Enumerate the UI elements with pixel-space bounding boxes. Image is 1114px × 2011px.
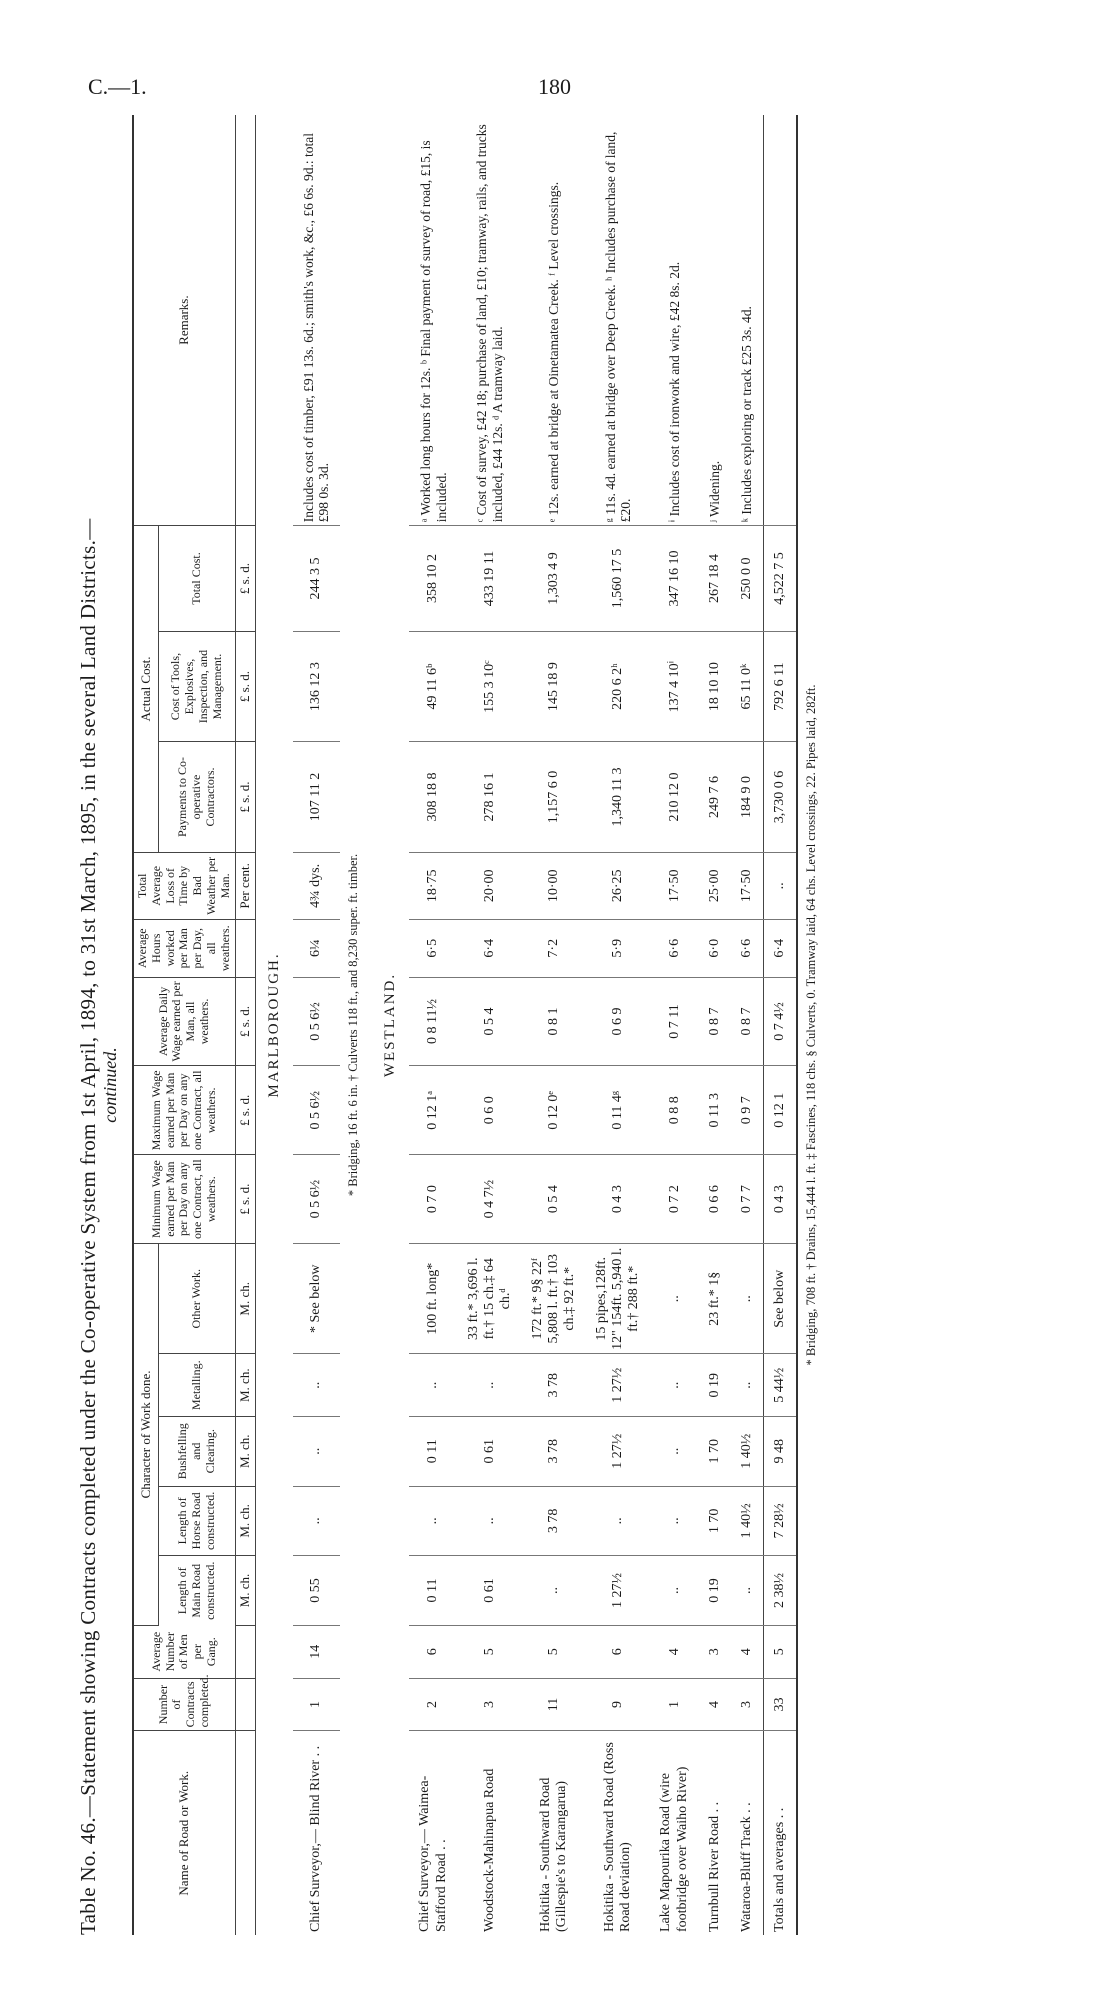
cell-contracts: 33 [763, 1678, 797, 1731]
cell-horse-road: 7 28½ [763, 1486, 797, 1556]
col-contracts: Number of Contracts completed. [133, 1678, 235, 1731]
col-other-work: Other Work. [159, 1244, 235, 1354]
cell-time-loss: .. [763, 852, 797, 919]
cell-total-cost: 1,560 17 5 [586, 526, 650, 632]
cell-time-loss: 17·50 [650, 852, 698, 919]
cell-max-wage: 0 11 3 [699, 1066, 731, 1155]
cell-bushfelling: 3 78 [522, 1416, 586, 1486]
table-row [699, 115, 731, 1935]
cell-horse-road: 3 78 [522, 1486, 586, 1556]
cell-total-cost: 4,522 7 5 [763, 526, 797, 632]
cell-bushfelling: .. [650, 1416, 698, 1486]
col-time-loss: Total Average Loss of Time by Bad Weather per Man. [133, 852, 235, 919]
unit-mch: M. ch. [235, 1244, 255, 1354]
cell-main-road: 1 27½ [586, 1556, 650, 1626]
cell-tools: 220 6 2ʰ [586, 631, 650, 741]
col-character: Character of Work done. [133, 1244, 159, 1626]
col-payments: Payments to Co-operative Contractors. [159, 742, 235, 852]
cell-time-loss: 25·00 [699, 852, 731, 919]
cell-bushfelling: 9 48 [763, 1416, 797, 1486]
cell-avg-men: 5 [763, 1625, 797, 1678]
cell-contracts: 4 [699, 1678, 731, 1731]
cell-avg-hours: 6·6 [650, 919, 698, 977]
col-total-cost: Total Cost. [159, 526, 235, 632]
cell-name: Chief Surveyor,— Waimea-Stafford Road . . [417, 1775, 449, 1932]
cell-main-road: 0 19 [699, 1556, 731, 1626]
unit-lsd: £ s. d. [235, 1066, 255, 1155]
unit-mch: M. ch. [235, 1416, 255, 1486]
cell-remarks [763, 115, 797, 526]
cell-payments: 184 9 0 [731, 742, 764, 852]
cell-payments: 3,730 0 6 [763, 742, 797, 852]
section-heading: MARLBOROUGH. [265, 952, 282, 1098]
table-row [731, 115, 764, 1935]
section-footnote: * Bridging, 16 ft. 6 in. † Culverts 118 ft., and 8,230 super. ft. timber. [345, 853, 360, 1197]
cell-other-work: .. [650, 1244, 698, 1354]
cell-min-wage: 0 4 3 [586, 1155, 650, 1244]
cell-horse-road: 1 70 [699, 1486, 731, 1556]
cell-avg-men: 3 [699, 1625, 731, 1678]
cell-metalling: 1 27½ [586, 1354, 650, 1416]
cell-payments: 1,340 11 3 [586, 742, 650, 852]
cell-avg-men: 4 [650, 1625, 698, 1678]
cell-avg-wage: 0 5 6½ [293, 977, 340, 1066]
cell-total-cost: 433 19 11 [458, 526, 522, 632]
unit-mch: M. ch. [235, 1556, 255, 1626]
cell-horse-road: 1 40½ [731, 1486, 764, 1556]
cell-horse-road: .. [586, 1486, 650, 1556]
cell-metalling: .. [458, 1354, 522, 1416]
cell-remarks: ᵉ 12s. earned at bridge at Oinetamatea Creek. ᶠ Level crossings. [522, 115, 586, 526]
cell-name: Hokitika - Southward Road (Gillespie's to Karangarua) [537, 1777, 570, 1932]
col-avg-wage: Average Daily Wage earned per Man, all weathers. [133, 977, 235, 1066]
cell-tools: 792 6 11 [763, 631, 797, 741]
cell-total-cost: 267 18 4 [699, 526, 731, 632]
cell-avg-hours: 5·9 [586, 919, 650, 977]
cell-min-wage: 0 6 6 [699, 1155, 731, 1244]
cell-max-wage: 0 8 8 [650, 1066, 698, 1155]
cell-max-wage: 0 12 1 [763, 1066, 797, 1155]
cell-remarks: ᵃ Worked long hours for 12s. ᵇ Final payment of survey of road, £15, is included. [409, 115, 457, 526]
cell-tools: 137 4 10ⁱ [650, 631, 698, 741]
col-name: Name of Road or Work. [133, 1731, 235, 1935]
section-footnote: * Bridging, 708 ft. † Drains, 15,444 l. ft. ‡ Fascines, 118 chs. § Culverts, 0. Tramway laid, 64 chs. Level crossings, 22. Pipes laid, 282ft. [803, 684, 818, 1366]
unit-lsd: £ s. d. [235, 526, 255, 632]
table-row [458, 115, 522, 1935]
cell-name: Hokitika - Southward Road (Ross Road deviation) [602, 1742, 634, 1932]
cell-avg-hours: 6¼ [293, 919, 340, 977]
cell-avg-men: 6 [409, 1625, 457, 1678]
cell-avg-wage: 0 8 7 [731, 977, 764, 1066]
cell-name: Lake Mapourika Road (wire footbridge over Waiho River) [658, 1766, 690, 1932]
table-body [255, 115, 830, 1935]
cell-time-loss: 20·00 [458, 852, 522, 919]
cell-bushfelling: 1 40½ [731, 1416, 764, 1486]
col-avg-hours: Average Hours worked per Man per Day, all weathers. [133, 919, 235, 977]
cell-main-road: 0 11 [409, 1556, 457, 1626]
cell-tools: 145 18 9 [522, 631, 586, 741]
table-title: Table No. 46.—Statement showing Contracts completed under the Co-operative System from 1st April, 1894, to 31st March, 1895, in the several Land Districts.— [76, 518, 100, 1935]
cell-main-road: .. [522, 1556, 586, 1626]
rotated-table-page [76, 115, 1016, 1935]
cell-avg-hours: 7·2 [522, 919, 586, 977]
cell-total-cost: 358 10 2 [409, 526, 457, 632]
cell-contracts: 1 [650, 1678, 698, 1731]
cell-avg-wage: 0 5 4 [458, 977, 522, 1066]
cell-min-wage: 0 5 6½ [293, 1155, 340, 1244]
col-remarks: Remarks. [133, 115, 235, 526]
cell-other-work: 15 pipes,128ft. 12" 154ft. 5,940 l. ft.† 288 ft.* [586, 1244, 650, 1354]
cell-max-wage: 0 6 0 [458, 1066, 522, 1155]
cell-max-wage: 0 9 7 [731, 1066, 764, 1155]
table-row [586, 115, 650, 1935]
cell-metalling: 0 19 [699, 1354, 731, 1416]
cell-avg-men: 14 [293, 1625, 340, 1678]
cell-tools: 155 3 10ᶜ [458, 631, 522, 741]
cell-avg-men: 5 [458, 1625, 522, 1678]
table-row [522, 115, 586, 1935]
cell-main-road: 0 55 [293, 1556, 340, 1626]
cell-max-wage: 0 11 4ᵍ [586, 1066, 650, 1155]
cell-payments: 210 12 0 [650, 742, 698, 852]
cell-contracts: 1 [293, 1678, 340, 1731]
cell-tools: 65 11 0ᵏ [731, 631, 764, 741]
cell-remarks: ʲ Widening. [699, 115, 731, 526]
cell-min-wage: 0 7 2 [650, 1155, 698, 1244]
cell-contracts: 9 [586, 1678, 650, 1731]
unit-lsd: £ s. d. [235, 977, 255, 1066]
unit-lsd: £ s. d. [235, 742, 255, 852]
cell-remarks: ᶜ Cost of survey, £42 18; purchase of land, £10; tramway, rails, and trucks included, £44 12s. ᵈ A tramway laid. [458, 115, 522, 526]
cell-avg-wage: 0 7 4½ [763, 977, 797, 1066]
cell-tools: 18 10 10 [699, 631, 731, 741]
cell-min-wage: 0 4 7½ [458, 1155, 522, 1244]
cell-payments: 249 7 6 [699, 742, 731, 852]
cell-avg-men: 6 [586, 1625, 650, 1678]
cell-avg-men: 5 [522, 1625, 586, 1678]
table-subtitle: continued. [100, 1047, 120, 1123]
cell-metalling: 3 78 [522, 1354, 586, 1416]
unit-percent: Per cent. [235, 852, 255, 919]
cell-total-cost: 1,303 4 9 [522, 526, 586, 632]
col-metalling: Metalling. [159, 1354, 235, 1416]
cell-avg-men: 4 [731, 1625, 764, 1678]
col-min-wage: Minimum Wage earned per Man per Day on any one Contract, all weathers. [133, 1155, 235, 1244]
cell-payments: 308 18 8 [409, 742, 457, 852]
cell-contracts: 3 [731, 1678, 764, 1731]
col-horse-road: Length of Horse Road constructed. [159, 1486, 235, 1556]
cell-min-wage: 0 5 4 [522, 1155, 586, 1244]
cell-total-cost: 347 16 10 [650, 526, 698, 632]
cell-name: Wataroa-Bluff Track . . [738, 1802, 754, 1932]
cell-payments: 278 16 1 [458, 742, 522, 852]
cell-contracts: 2 [409, 1678, 457, 1731]
cell-min-wage: 0 7 7 [731, 1155, 764, 1244]
cell-horse-road: .. [293, 1486, 340, 1556]
cell-bushfelling: 1 27½ [586, 1416, 650, 1486]
cell-other-work: 33 ft.* 3,696 l. ft.† 15 ch.‡ 64 ch.ᵈ [458, 1244, 522, 1354]
cell-avg-wage: 0 7 11 [650, 977, 698, 1066]
cell-time-loss: 17·50 [731, 852, 764, 919]
cell-metalling: .. [650, 1354, 698, 1416]
cell-metalling: 5 44½ [763, 1354, 797, 1416]
cell-name: Turnbull River Road . . [706, 1801, 722, 1932]
cell-time-loss: 26·25 [586, 852, 650, 919]
cell-avg-hours: 6·5 [409, 919, 457, 977]
cell-time-loss: 4¾ dys. [293, 852, 340, 919]
cell-tools: 136 12 3 [293, 631, 340, 741]
cell-main-road: 2 38½ [763, 1556, 797, 1626]
cell-metalling: .. [293, 1354, 340, 1416]
cell-avg-hours: 6·6 [731, 919, 764, 977]
cell-name: Totals and averages . . [763, 1731, 797, 1935]
cell-avg-wage: 0 8 7 [699, 977, 731, 1066]
col-bushfelling: Bushfelling and Clearing. [159, 1416, 235, 1486]
col-actual-cost: Actual Cost. [133, 526, 159, 853]
page-header-left: C.—1. [88, 74, 147, 99]
cell-remarks: ᵍ 11s. 4d. earned at bridge over Deep Creek. ʰ Includes purchase of land, £20. [586, 115, 650, 526]
table-row [650, 115, 698, 1935]
cell-min-wage: 0 7 0 [409, 1155, 457, 1244]
unit-mch: M. ch. [235, 1486, 255, 1556]
cell-total-cost: 250 0 0 [731, 526, 764, 632]
cell-main-road: .. [731, 1556, 764, 1626]
contracts-table [132, 115, 830, 1935]
cell-other-work: 100 ft. long* [409, 1244, 457, 1354]
cell-tools: 49 11 6ᵇ [409, 631, 457, 741]
cell-remarks: ᵏ Includes exploring or track £25 3s. 4d. [731, 115, 764, 526]
cell-bushfelling: .. [293, 1416, 340, 1486]
cell-main-road: 0 61 [458, 1556, 522, 1626]
cell-bushfelling: 1 70 [699, 1416, 731, 1486]
cell-avg-wage: 0 8 1 [522, 977, 586, 1066]
cell-remarks: ⁱ Includes cost of ironwork and wire, £42 8s. 2d. [650, 115, 698, 526]
unit-mch: M. ch. [235, 1354, 255, 1416]
cell-main-road: .. [650, 1556, 698, 1626]
cell-bushfelling: 0 61 [458, 1416, 522, 1486]
cell-max-wage: 0 5 6½ [293, 1066, 340, 1155]
col-max-wage: Maximum Wage earned per Man per Day on any one Contract, all weathers. [133, 1066, 235, 1155]
cell-horse-road: .. [409, 1486, 457, 1556]
cell-remarks: Includes cost of timber, £91 13s. 6d.; smith's work, &c., £6 6s. 9d.: total £98 0s. 3d. [293, 115, 340, 526]
cell-name: Woodstock-Mahinapua Road [481, 1768, 497, 1932]
section-heading: WESTLAND. [382, 972, 399, 1078]
unit-lsd: £ s. d. [235, 631, 255, 741]
cell-other-work: .. [731, 1244, 764, 1354]
col-avg-men: Average Number of Men per Gang. [133, 1625, 235, 1678]
cell-time-loss: 18·75 [409, 852, 457, 919]
cell-metalling: .. [409, 1354, 457, 1416]
cell-avg-wage: 0 6 9 [586, 977, 650, 1066]
cell-avg-wage: 0 8 11½ [409, 977, 457, 1066]
cell-metalling: .. [731, 1354, 764, 1416]
totals-row [763, 115, 797, 1935]
col-tools: Cost of Tools, Explosives, Inspection, and Management. [159, 631, 235, 741]
cell-other-work: 23 ft.* 1§ [699, 1244, 731, 1354]
cell-time-loss: 10·00 [522, 852, 586, 919]
cell-total-cost: 244 3 5 [293, 526, 340, 632]
cell-horse-road: .. [650, 1486, 698, 1556]
cell-contracts: 11 [522, 1678, 586, 1731]
cell-max-wage: 0 12 1ᵃ [409, 1066, 457, 1155]
cell-contracts: 3 [458, 1678, 522, 1731]
cell-other-work: * See below [293, 1244, 340, 1354]
page-number: 180 [538, 74, 571, 99]
cell-avg-hours: 6·4 [458, 919, 522, 977]
cell-avg-hours: 6·4 [763, 919, 797, 977]
table-row [293, 115, 340, 1935]
cell-other-work: See below [763, 1244, 797, 1354]
unit-lsd: £ s. d. [235, 1155, 255, 1244]
cell-payments: 107 11 2 [293, 742, 340, 852]
col-main-road: Length of Main Road constructed. [159, 1556, 235, 1626]
cell-horse-road: .. [458, 1486, 522, 1556]
cell-min-wage: 0 4 3 [763, 1155, 797, 1244]
cell-name: Chief Surveyor,— Blind River . . [308, 1745, 324, 1932]
cell-payments: 1,157 6 0 [522, 742, 586, 852]
cell-bushfelling: 0 11 [409, 1416, 457, 1486]
cell-other-work: 172 ft.* 9§ 22ᶠ 5,808 l. ft.† 103 ch.‡ 92 ft.* [522, 1244, 586, 1354]
cell-max-wage: 0 12 0ᵉ [522, 1066, 586, 1155]
table-row [409, 115, 457, 1935]
cell-avg-hours: 6·0 [699, 919, 731, 977]
